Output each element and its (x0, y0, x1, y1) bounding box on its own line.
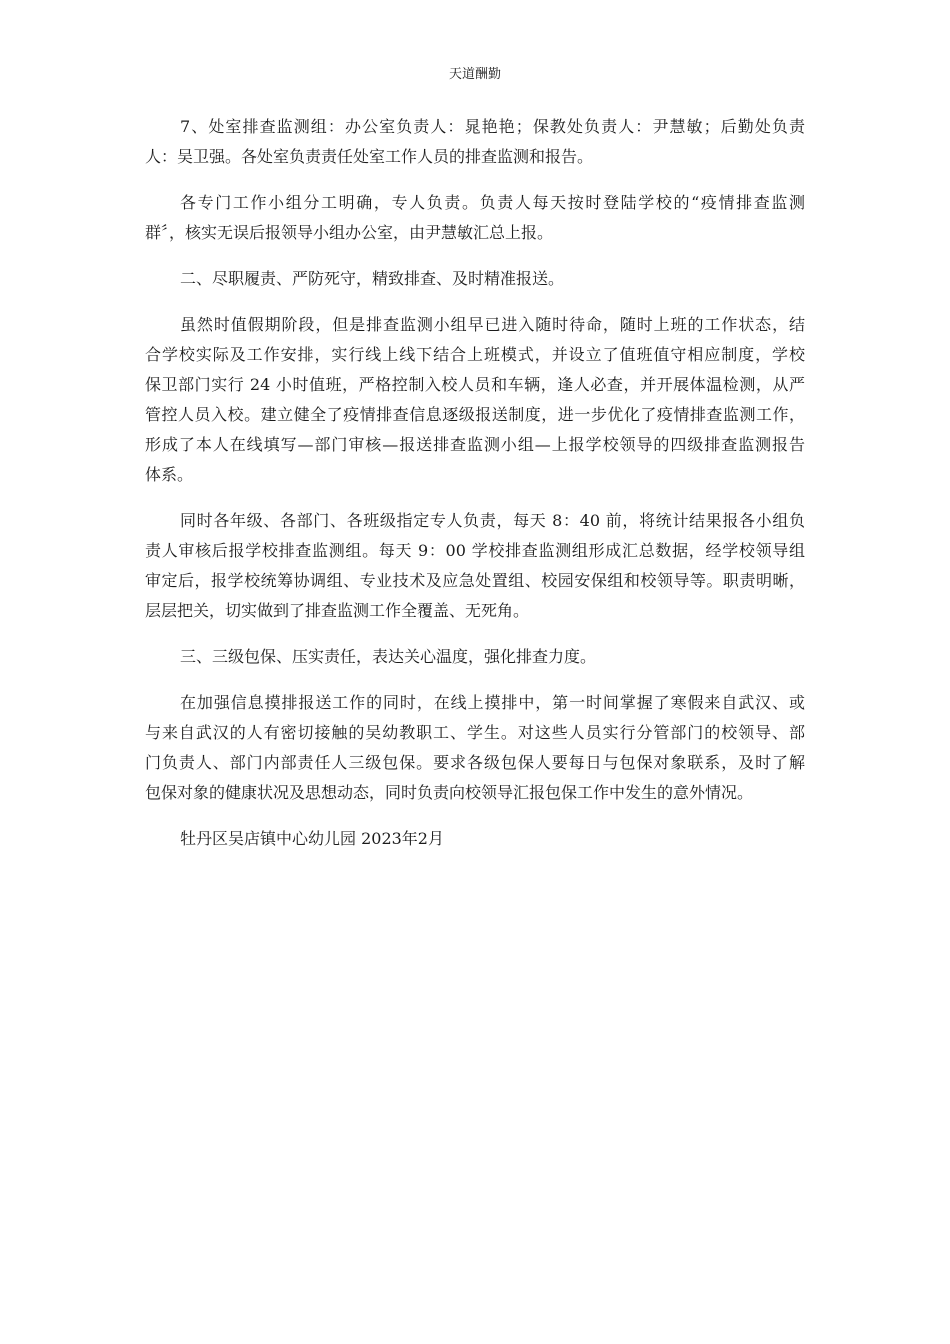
paragraph-group-responsibilities (145, 188, 805, 248)
section-heading-text: 二、尽职履责、严防死守，精致排查、及时精准报送。 (180, 269, 565, 288)
paragraph-line: 人：吴卫强。各处室负责责任处室工作人员的排查监测和报告。 (145, 147, 594, 166)
paragraph-line: 管控人员入校。建立健全了疫情排查信息逐级报送制度，进一步优化了疫情排查监测工作， (145, 405, 805, 424)
paragraph-line: 群〞，核实无误后报领导小组办公室，由尹慧敏汇总上报。 (145, 223, 554, 242)
paragraph-line: 层层把关，切实做到了排查监测工作全覆盖、无死角。 (145, 601, 530, 620)
section-heading-3 (145, 642, 805, 672)
paragraph-line: 门负责人、部门内部责任人三级包保。要求各级包保人要每日与包保对象联系，及时了解 (145, 753, 805, 772)
paragraph-daily-reporting (145, 506, 805, 626)
paragraph-line: 同时各年级、各部门、各班级指定专人负责，每天 8：40 前，将统计结果报各小组负 (180, 511, 805, 530)
paragraph-three-level-guarantee (145, 688, 805, 808)
paragraph-line: 各专门工作小组分工明确，专人负责。负责人每天按时登陆学校的“疫情排查监测 (180, 193, 805, 212)
paragraph-line: 保卫部门实行 24 小时值班，严格控制入校人员和车辆，逢人必查，并开展体温检测，从严 (145, 375, 805, 394)
page-header: 天道酬勤 (448, 67, 501, 82)
paragraph-line: 虽然时值假期阶段，但是排查监测小组早已进入随时待命，随时上班的工作状态，结 (180, 315, 805, 334)
paragraph-line: 包保对象的健康状况及思想动态，同时负责向校领导汇报包保工作中发生的意外情况。 (145, 783, 754, 802)
paragraph-line: 形成了本人在线填写—部门审核—报送排查监测小组—上报学校领导的四级排查监测报告 (145, 435, 805, 454)
paragraph-line: 在加强信息摸排报送工作的同时，在线上摸排中，第一时间掌握了寒假来自武汉、或 (180, 693, 805, 712)
paragraph-line: 合学校实际及工作安排，实行线上线下结合上班模式，并设立了值班值守相应制度，学校 (145, 345, 805, 364)
paragraph-line: 审定后，报学校统筹协调组、专业技术及应急处置组、校园安保组和校领导等。职责明晰， (145, 571, 805, 590)
paragraph-office-monitoring-group (145, 112, 805, 172)
paragraph-duty-reporting (145, 310, 805, 490)
section-heading-2 (145, 264, 805, 294)
signature-date (145, 824, 805, 854)
paragraph-line: 责人审核后报学校排查监测组。每天 9：00 学校排查监测组形成汇总数据，经学校领导组 (145, 541, 805, 560)
paragraph-line: 体系。 (145, 465, 194, 484)
paragraph-line: 与来自武汉的人有密切接触的吴幼教职工、学生。对这些人员实行分管部门的校领导、部 (145, 723, 805, 742)
paragraph-line: 7、处室排查监测组：办公室负责人：晁艳艳；保教处负责人：尹慧敏；后勤处负责 (180, 117, 805, 136)
signature-date-text: 牡丹区吴店镇中心幼儿园 2023年2月 (180, 829, 444, 848)
document-body (145, 112, 805, 870)
section-heading-text: 三、三级包保、压实责任，表达关心温度，强化排查力度。 (180, 647, 597, 666)
